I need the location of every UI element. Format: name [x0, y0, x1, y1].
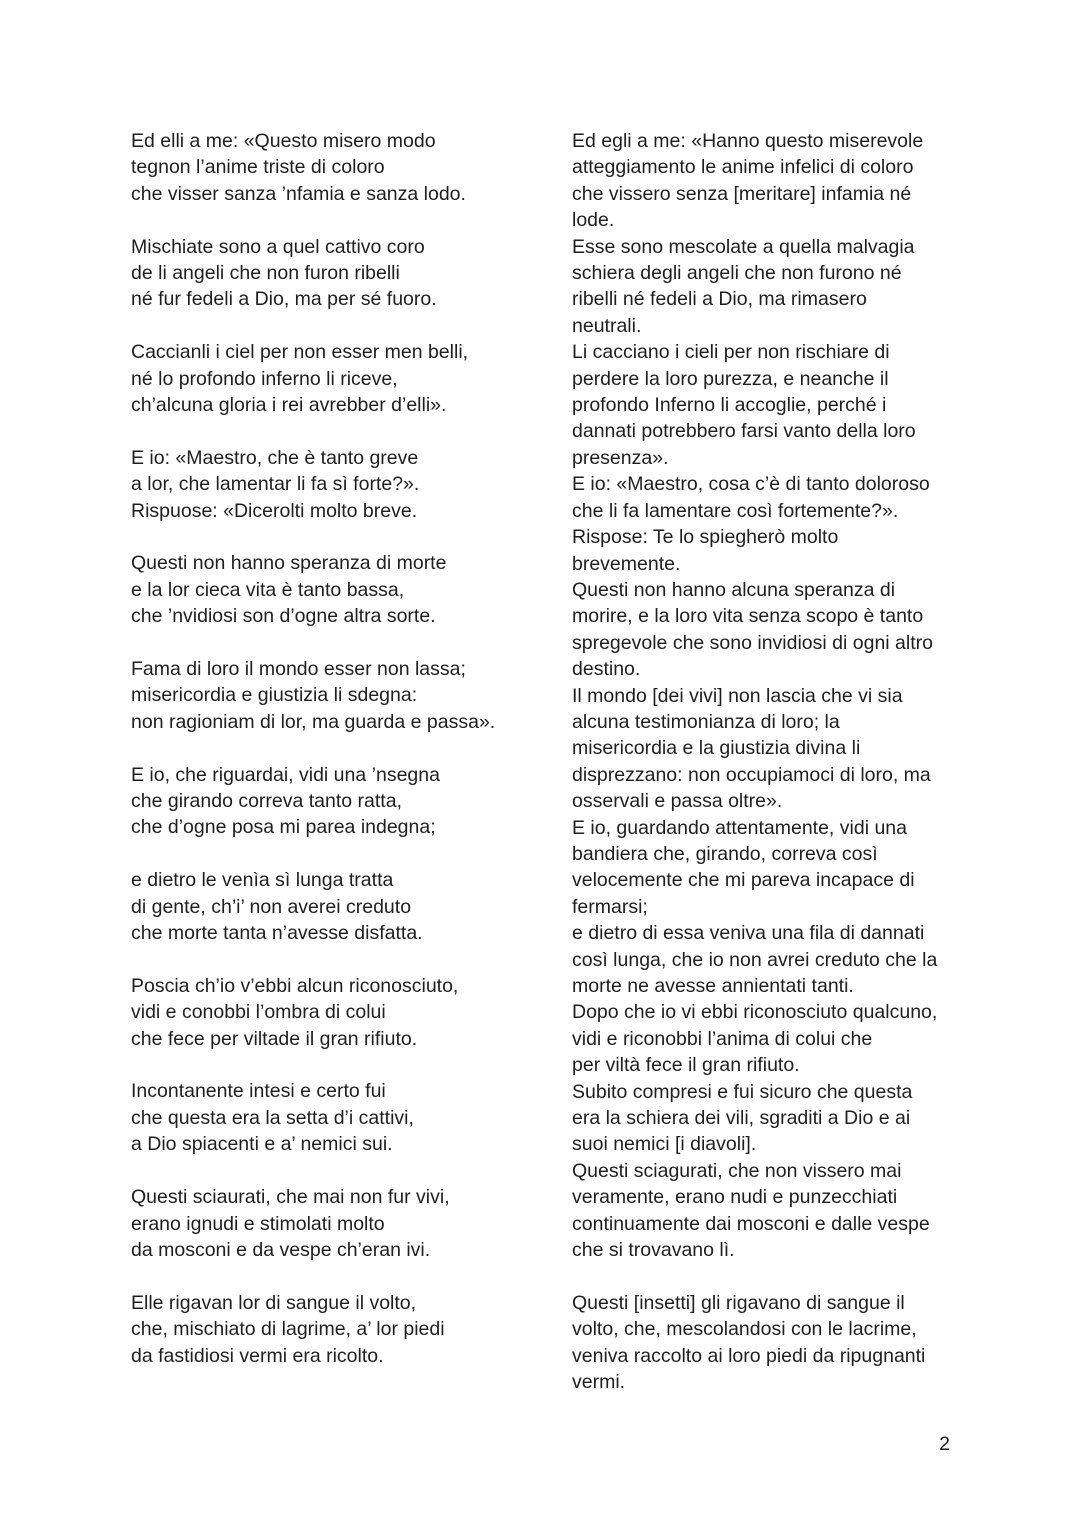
text-line: misericordia e giustizia li sdegna: — [131, 684, 418, 707]
tercet — [131, 867, 531, 946]
original-text-column — [131, 128, 531, 1369]
text-line: Rispuose: «Dicerolti molto breve. — [131, 499, 418, 522]
text-line: velocemente che mi pareva incapace di — [572, 869, 915, 892]
stanza-gap — [131, 524, 531, 550]
text-line: Poscia ch’io v’ebbi alcun riconosciuto, — [131, 974, 459, 997]
text-line: che morte tanta n’avesse disfatta. — [131, 922, 423, 945]
text-line: Incontanente intesi e certo fui — [131, 1080, 386, 1103]
text-line: Subito compresi e fui sicuro che questa — [572, 1080, 913, 1103]
text-line: che questa era la setta d’i cattivi, — [131, 1106, 414, 1129]
text-line: neutrali. — [572, 314, 642, 337]
text-line: E io: «Maestro, che è tanto greve — [131, 446, 419, 469]
text-line: Questi sciaurati, che mai non fur vivi, — [131, 1186, 450, 1209]
text-line: Questi non hanno speranza di morte — [131, 552, 447, 575]
text-line: tegnon l’anime triste di coloro — [131, 156, 385, 179]
tercet — [131, 550, 531, 629]
text-line: volto, che, mescolandosi con le lacrime, — [572, 1318, 917, 1341]
text-line: Ed egli a me: «Hanno questo miserevole — [572, 130, 924, 152]
text-line: destino. — [572, 658, 641, 681]
tercet — [131, 1184, 531, 1263]
tercet — [131, 128, 531, 207]
text-line: Rispose: Te lo spiegherò molto — [572, 526, 839, 549]
text-line: da mosconi e da vespe ch’eran ivi. — [131, 1238, 431, 1261]
stanza-gap — [131, 1263, 531, 1289]
text-line: bandiera che, girando, correva così — [572, 842, 878, 865]
stanza-gap — [131, 1052, 531, 1078]
text-line: né fur fedeli a Dio, ma per sé fuoro. — [131, 288, 437, 311]
text-line: schiera degli angeli che non furono né — [572, 262, 902, 285]
text-line: disprezzano: non occupiamoci di loro, ma — [572, 763, 931, 786]
text-line: vidi e riconobbi l’anima di colui che — [572, 1027, 873, 1050]
text-line: Ed elli a me: «Questo misero modo — [131, 130, 436, 152]
text-line: alcuna testimonianza di loro; la — [572, 710, 840, 733]
tercet — [131, 973, 531, 1052]
text-line: e dietro le venìa sì lunga tratta — [131, 869, 394, 892]
text-line: continuamente dai mosconi e dalle vespe — [572, 1212, 930, 1235]
translation-column — [572, 128, 964, 1395]
text-line: presenza». — [572, 446, 669, 469]
tercet — [131, 1290, 531, 1369]
text-line: non ragioniam di lor, ma guarda e passa». — [131, 710, 496, 733]
text-line: brevemente. — [572, 552, 681, 575]
text-line: e dietro di essa veniva una fila di dannati — [572, 922, 925, 945]
stanza-gap — [131, 313, 531, 339]
text-line: che ’nvidiosi son d’ogne altra sorte. — [131, 605, 436, 628]
text-line: che fece per viltade il gran rifiuto. — [131, 1027, 418, 1050]
text-line: Li cacciano i cieli per non rischiare di — [572, 341, 890, 364]
stanza-gap — [131, 207, 531, 233]
text-line: Questi sciagurati, che non vissero mai — [572, 1159, 902, 1182]
stanza-gap — [572, 1263, 964, 1289]
text-line: da fastidiosi vermi era ricolto. — [131, 1344, 384, 1367]
page-number: 2 — [939, 1433, 950, 1455]
stanza-gap — [131, 841, 531, 867]
text-line: perdere la loro purezza, e neanche il — [572, 367, 889, 390]
text-line: veniva raccolto ai loro piedi da ripugnanti — [572, 1344, 926, 1367]
stanza-gap — [131, 418, 531, 444]
text-line: morte ne avesse annientati tanti. — [572, 975, 854, 997]
stanza-gap — [131, 735, 531, 761]
text-line: che visser sanza ’nfamia e sanza lodo. — [131, 182, 466, 205]
stanza-gap — [131, 1158, 531, 1184]
text-line: E io, che riguardai, vidi una ’nsegna — [131, 763, 440, 786]
text-line: e la lor cieca vita è tanto bassa, — [131, 578, 405, 601]
tercet — [131, 445, 531, 524]
text-line: che li fa lamentare così fortemente?». — [572, 499, 899, 522]
text-line: ch’alcuna gloria i rei avrebber d’elli». — [131, 394, 447, 417]
text-line: Dopo che io vi ebbi riconosciuto qualcuno, — [572, 1001, 938, 1024]
text-line: veramente, erano nudi e punzecchiati — [572, 1186, 898, 1209]
text-line: Fama di loro il mondo esser non lassa; — [131, 658, 466, 681]
paraphrase-block — [572, 128, 964, 1263]
text-line: né lo profondo inferno li riceve, — [131, 367, 398, 390]
text-line: vidi e conobbi l’ombra di colui — [131, 1001, 386, 1024]
text-line: morire, e la loro vita senza scopo è tanto — [572, 605, 924, 628]
text-line: ribelli né fedeli a Dio, ma rimasero — [572, 288, 867, 311]
text-line: per viltà fece il gran rifiuto. — [572, 1054, 800, 1077]
text-line: di gente, ch’i’ non averei creduto — [131, 895, 412, 918]
text-line: che d’ogne posa mi parea indegna; — [131, 816, 436, 839]
text-line: Questi [insetti] gli rigavano di sangue il — [572, 1291, 905, 1314]
text-line: misericordia e la giustizia divina li — [572, 737, 861, 760]
text-line: così lunga, che io non avrei creduto che la — [572, 948, 938, 971]
text-line: che, mischiato di lagrime, a’ lor piedi — [131, 1318, 445, 1341]
text-line: Questi non hanno alcuna speranza di — [572, 578, 896, 601]
text-line: fermarsi; — [572, 895, 648, 918]
text-line: de li angeli che non furon ribelli — [131, 262, 400, 285]
text-line: Caccianli i ciel per non esser men belli, — [131, 341, 469, 364]
text-line: Mischiate sono a quel cattivo coro — [131, 235, 425, 258]
text-line: Esse sono mescolate a quella malvagia — [572, 235, 915, 258]
tercet — [131, 234, 531, 313]
text-line: atteggiamento le anime infelici di coloro — [572, 156, 914, 179]
stanza-gap — [131, 630, 531, 656]
tercet — [131, 762, 531, 841]
text-line: E io, guardando attentamente, vidi una — [572, 816, 907, 839]
text-line: che si trovavano lì. — [572, 1239, 735, 1262]
text-line: erano ignudi e stimolati molto — [131, 1212, 385, 1235]
text-line: osservali e passa oltre». — [572, 790, 783, 813]
text-line: vermi. — [572, 1371, 626, 1394]
text-line: Il mondo [dei vivi] non lascia che vi sia — [572, 684, 903, 707]
text-line: spregevole che sono invidiosi di ogni altro — [572, 631, 933, 654]
text-line: che vissero senza [meritare] infamia né — [572, 182, 912, 205]
text-line: Elle rigavan lor di sangue il volto, — [131, 1291, 417, 1314]
text-line: E io: «Maestro, cosa c’è di tanto doloroso — [572, 473, 930, 496]
text-line: che girando correva tanto ratta, — [131, 790, 402, 813]
tercet — [131, 339, 531, 418]
tercet — [131, 1078, 531, 1157]
text-line: dannati potrebbero farsi vanto della loro — [572, 420, 916, 443]
text-line: profondo Inferno li accoglie, perché i — [572, 394, 887, 417]
text-line: a lor, che lamentar li fa sì forte?». — [131, 473, 420, 496]
stanza-gap — [131, 946, 531, 972]
paraphrase-block — [572, 1290, 964, 1396]
text-line: a Dio spiacenti e a’ nemici sui. — [131, 1133, 393, 1156]
tercet — [131, 656, 531, 735]
text-line: era la schiera dei vili, sgraditi a Dio e ai — [572, 1107, 911, 1130]
text-line: suoi nemici [i diavoli]. — [572, 1133, 757, 1156]
text-line: lode. — [572, 209, 615, 232]
